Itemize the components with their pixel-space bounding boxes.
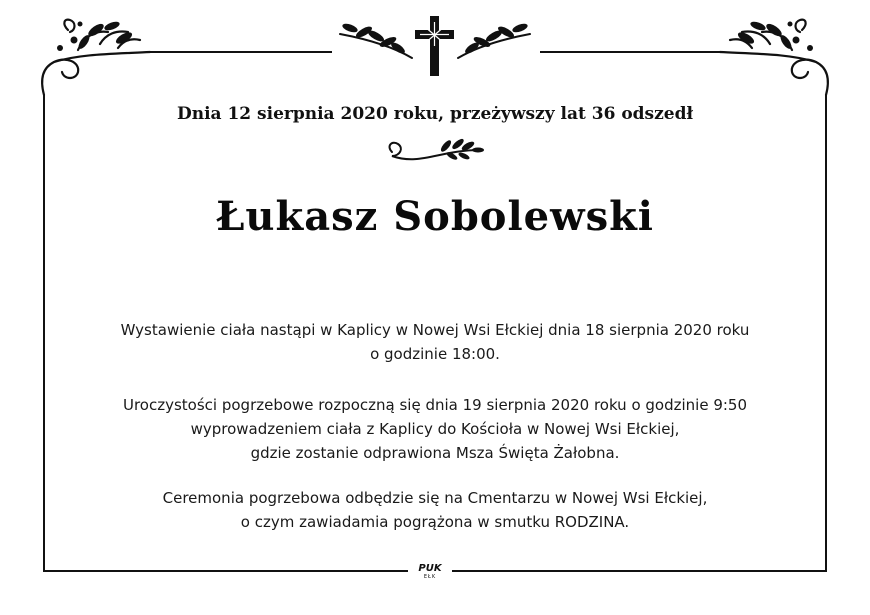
paragraph-line: o godzinie 18:00. bbox=[370, 345, 500, 363]
cross-with-olive-branches-icon bbox=[340, 16, 530, 76]
paragraph-line: gdzie zostanie odprawiona Msza Święta Żałobna. bbox=[250, 444, 620, 462]
company-logo bbox=[410, 563, 450, 580]
obituary-headline: Dnia 12 sierpnia 2020 roku, przeżywszy lat 36 odszedł bbox=[176, 104, 694, 124]
leaf-flourish-icon bbox=[390, 137, 484, 161]
logo-subtext: EŁK bbox=[423, 574, 437, 580]
floral-leaves-left bbox=[57, 20, 134, 51]
ceremony-paragraph bbox=[60, 393, 810, 465]
deceased-name: Łukasz Sobolewski bbox=[216, 193, 654, 240]
paragraph-line: wyprowadzeniem ciała z Kaplicy do Kościoła w Nowej Wsi Ełckiej, bbox=[190, 420, 680, 438]
paragraph-line: o czym zawiadamia pogrążona w smutku RODZINA. bbox=[240, 513, 630, 531]
logo-text: PUK bbox=[418, 563, 442, 574]
paragraph-line: Ceremonia pogrzebowa odbędzie się na Cmentarzu w Nowej Wsi Ełckiej, bbox=[162, 489, 708, 507]
burial-paragraph bbox=[60, 486, 810, 534]
viewing-paragraph bbox=[60, 318, 810, 366]
paragraph-line: Uroczystości pogrzebowe rozpoczną się dnia 19 sierpnia 2020 roku o godzinie 9:50 bbox=[122, 396, 748, 414]
floral-leaves-right bbox=[736, 20, 813, 51]
paragraph-line: Wystawienie ciała nastąpi w Kaplicy w Nowej Wsi Ełckiej dnia 18 sierpnia 2020 roku bbox=[120, 321, 750, 339]
